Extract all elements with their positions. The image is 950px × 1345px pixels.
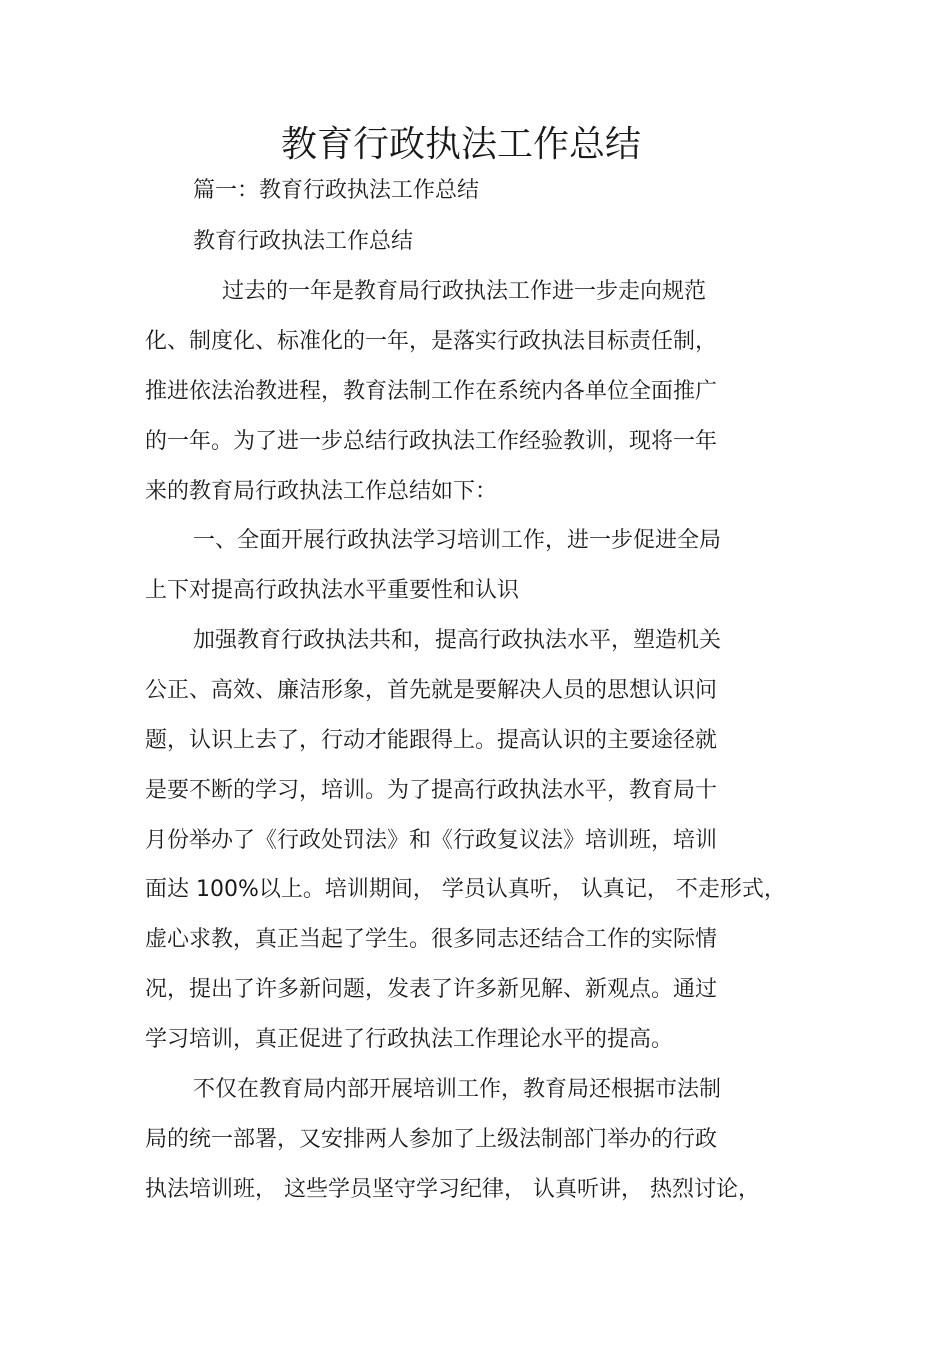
body-line: 不仅在教育局内部开展培训工作，教育局还根据市法制 xyxy=(193,1077,722,1102)
body-line: 是要不断的学习，培训。为了提高行政执法水平，教育局十 xyxy=(145,778,718,803)
body-line: 月份举办了《行政处罚法》和《行政复议法》培训班，培训 xyxy=(145,828,718,853)
body-line: 面达 100%以上。培训期间， 学员认真听， 认真记， 不走形式， xyxy=(145,877,786,902)
subtitle: 篇一：教育行政执法工作总结 xyxy=(193,178,480,203)
body-line: 学习培训，真正促进了行政执法工作理论水平的提高。 xyxy=(145,1027,674,1052)
body-line: 执法培训班， 这些学员坚守学习纪律， 认真听讲， 热烈讨论， xyxy=(145,1177,760,1202)
body-line: 题，认识上去了，行动才能跟得上。提高认识的主要途径就 xyxy=(145,728,718,753)
section-heading-line: 一、全面开展行政执法学习培训工作，进一步促进全局 xyxy=(193,528,722,553)
body-line: 来的教育局行政执法工作总结如下： xyxy=(145,479,498,504)
body-line: 公正、高效、廉洁形象，首先就是要解决人员的思想认识问 xyxy=(145,678,718,703)
body-line: 化、制度化、标准化的一年，是落实行政执法目标责任制， xyxy=(145,329,718,354)
body-line: 局的统一部署，又安排两人参加了上级法制部门举办的行政 xyxy=(145,1127,718,1152)
section-heading-line: 上下对提高行政执法水平重要性和认识 xyxy=(145,578,520,603)
body-line: 况，提出了许多新问题，发表了许多新见解、新观点。通过 xyxy=(145,977,718,1002)
section-heading: 教育行政执法工作总结 xyxy=(193,229,414,254)
body-line: 推进依法治教进程，教育法制工作在系统内各单位全面推广 xyxy=(145,379,718,404)
body-line: 过去的一年是教育局行政执法工作进一步走向规范 xyxy=(222,279,707,304)
document-title: 教育行政执法工作总结 xyxy=(280,124,641,165)
body-line: 的一年。为了进一步总结行政执法工作经验教训，现将一年 xyxy=(145,429,718,454)
body-line: 加强教育行政执法共和，提高行政执法水平，塑造机关 xyxy=(193,628,722,653)
body-line: 虚心求教，真正当起了学生。很多同志还结合工作的实际情 xyxy=(145,927,718,952)
